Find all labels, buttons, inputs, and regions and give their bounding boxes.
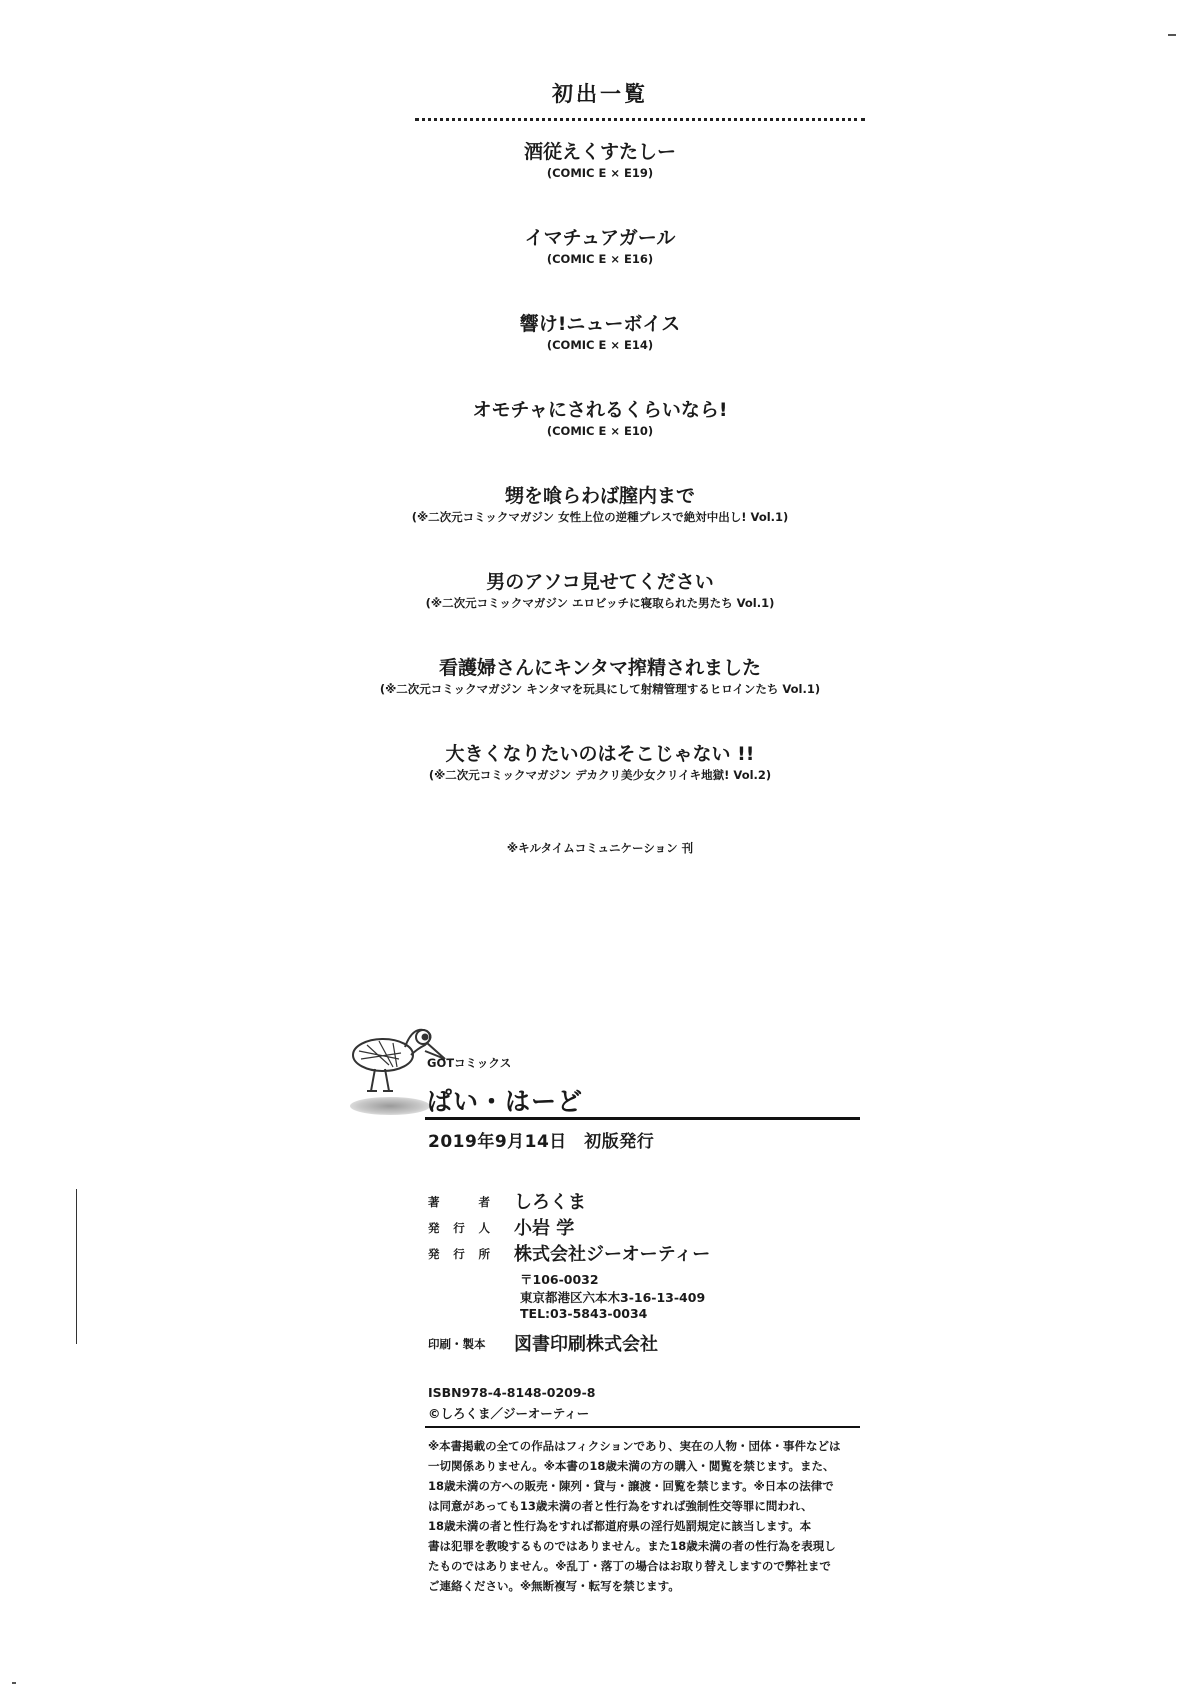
entry-source: (COMIC E × E19) [546, 166, 654, 180]
legal-line: 一切関係ありません。※本書の18歳未満の方の購入・閲覧を禁じます。また、 [428, 1459, 835, 1473]
credit-value: 小岩 学 [514, 1218, 575, 1239]
entry-title: 大きくなりたいのはそこじゃない !! [445, 743, 755, 765]
legal-line: は同意があっても13歳未満の者と性行為をすれば強制性交等罪に問われ、 [428, 1499, 813, 1513]
entry [0, 484, 1200, 525]
entry [0, 742, 1200, 783]
copyright: ©しろくま／ジーオーティー [428, 1406, 590, 1421]
dotted-divider [415, 118, 865, 121]
entry-title: オモチャにされるくらいなら! [472, 399, 728, 421]
credit-value: 図書印刷株式会社 [514, 1334, 658, 1355]
entry [0, 226, 1200, 267]
entry-source: (COMIC E × E14) [546, 338, 654, 352]
publication-date: 2019年9月14日 初版発行 [428, 1132, 655, 1152]
credit-label: 発行所 [428, 1247, 490, 1261]
entry-source: (COMIC E × E16) [546, 252, 654, 266]
entry-source: (※二次元コミックマガジン 女性上位の逆種プレスで絶対中出し! Vol.1) [411, 510, 789, 524]
entry [0, 398, 1200, 439]
entry [0, 656, 1200, 697]
entry-title: 看護婦さんにキンタマ搾精されました [438, 657, 762, 679]
credit-label: 著 者 [428, 1195, 490, 1209]
entry-source: (※二次元コミックマガジン キンタマを玩具にして射精管理するヒロインたち Vol.1) [379, 682, 821, 696]
credit-label: 発行人 [428, 1221, 490, 1235]
postal-code: 〒106-0032 [520, 1272, 599, 1287]
entry-title: 酒従えくすたしー [523, 141, 676, 163]
legal-rule [425, 1426, 860, 1428]
entry-source: (※二次元コミックマガジン エロビッチに寝取られた男たち Vol.1) [425, 596, 775, 610]
book-title: ぱい・はーど [427, 1087, 584, 1116]
entry [0, 570, 1200, 611]
credit-value: 株式会社ジーオーティー [514, 1244, 711, 1265]
legal-line: 18歳未満の方への販売・陳列・貸与・譲渡・回覧を禁じます。※日本の法律で [428, 1479, 834, 1493]
address: 東京都港区六本木3-16-13-409 [520, 1290, 706, 1305]
entry-source: (※二次元コミックマガジン デカクリ美少女クリイキ地獄! Vol.2) [428, 768, 772, 782]
title-rule [425, 1117, 860, 1120]
entry [0, 312, 1200, 353]
entry-title: 響け!ニューボイス [519, 313, 681, 335]
first-appearance-heading: 初出一覧 [552, 82, 648, 106]
credit-value: しろくま [514, 1192, 586, 1213]
phone: TEL:03-5843-0034 [520, 1306, 648, 1321]
entry [0, 140, 1200, 181]
logo-shadow [350, 1097, 430, 1115]
imprint-name: GOTコミックス [427, 1056, 512, 1070]
legal-notice [428, 1436, 858, 1596]
isbn: ISBN978-4-8148-0209-8 [428, 1385, 596, 1400]
legal-line: 18歳未満の者と性行為をすれば都道府県の淫行処罰規定に該当します。本 [428, 1519, 812, 1533]
legal-line: ※本書掲載の全ての作品はフィクションであり、実在の人物・団体・事件などは [428, 1439, 841, 1453]
entry-title: イマチュアガール [524, 227, 676, 249]
credits-divider [76, 1189, 77, 1344]
publisher-note: ※キルタイムコミュニケーション 刊 [506, 841, 694, 855]
legal-line: ご連絡ください。※無断複写・転写を禁じます。 [428, 1579, 680, 1593]
entry-title: 男のアソコ見せてください [486, 571, 714, 593]
credit-label: 印刷・製本 [428, 1337, 486, 1351]
legal-line: 書は犯罪を教唆するものではありません。また18歳未満の者の性行為を表現し [428, 1539, 836, 1553]
legal-line: たものではありません。※乱丁・落丁の場合はお取り替えしますので弊社まで [428, 1559, 831, 1573]
scan-speck [12, 1682, 16, 1684]
entry-source: (COMIC E × E10) [546, 424, 654, 438]
entry-title: 甥を喰らわば膣内まで [504, 485, 695, 507]
scan-speck [1168, 34, 1176, 36]
